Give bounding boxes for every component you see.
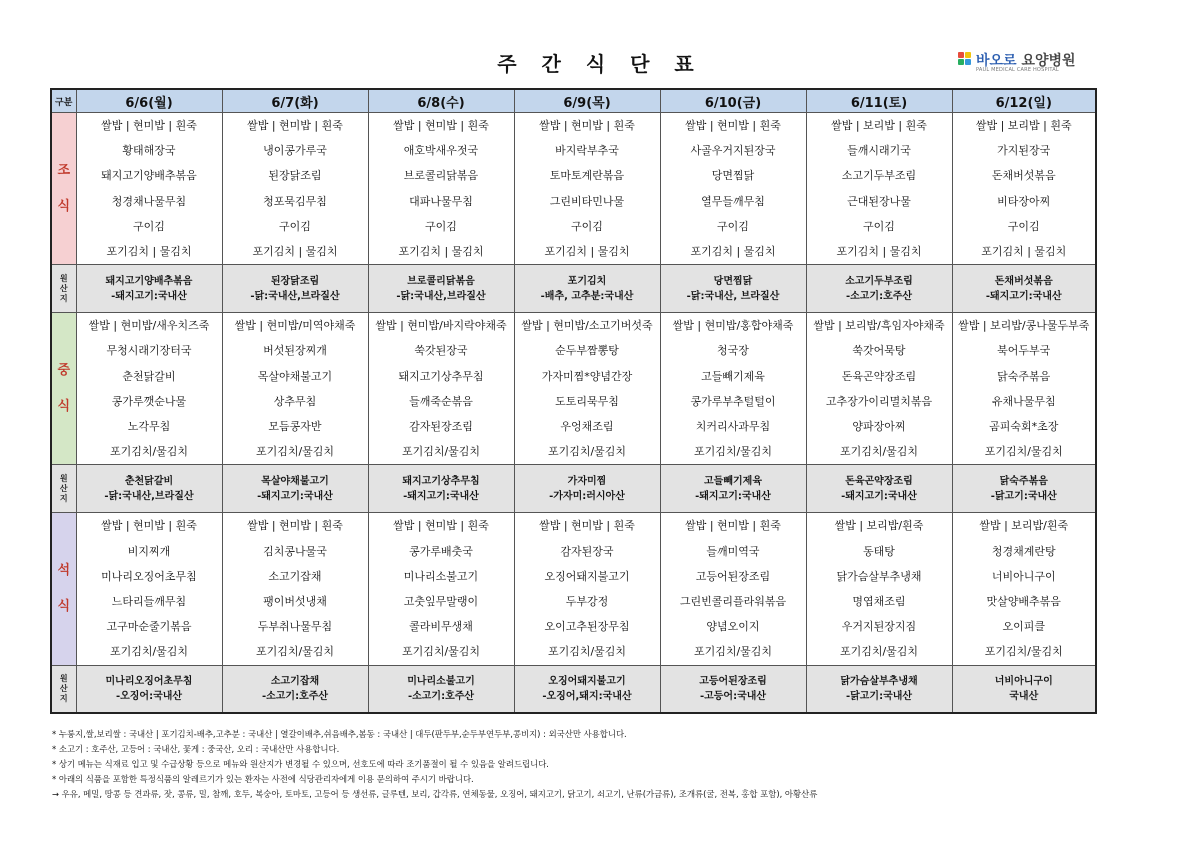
menu-item: 그린비타민나물 [549, 194, 625, 208]
menu-item: 콩가루배춧국 [409, 544, 473, 558]
origin-dish: 돼지고기상추무침 [402, 475, 480, 487]
meal-row [51, 313, 1096, 465]
origin-detail: -닭고기:국내산 [990, 490, 1057, 502]
menu-item: 무청시래기장터국 [106, 344, 192, 358]
menu-item: 구이김 [863, 219, 895, 233]
page-title: 주 간 식 단 표 [497, 52, 703, 76]
menu-item: 유채나물무침 [991, 394, 1056, 408]
origin-cell [76, 665, 222, 713]
menu-item: 쌀밥 | 보리밥/흑임자야채죽 [813, 319, 945, 333]
menu-item: 포기김치/물김치 [401, 645, 481, 659]
meal-cell [952, 513, 1096, 665]
menu-item: 도토리묵무침 [555, 394, 619, 408]
origin-dish: 춘천닭갈비 [124, 475, 174, 487]
menu-item: 청국장 [717, 344, 749, 358]
menu-item: 미나리소불고기 [403, 569, 479, 583]
menu-item: 쌀밥 | 현미밥 | 흰죽 [101, 519, 197, 533]
origin-detail: -돼지고기:국내산 [111, 290, 187, 302]
menu-item: 느타리들깨무침 [111, 595, 187, 609]
menu-item: 쌀밥 | 현미밥 | 흰죽 [685, 119, 781, 132]
meal-cell [76, 513, 222, 665]
origin-dish: 목살야채불고기 [261, 475, 329, 487]
origin-row [51, 265, 1096, 313]
day-header: 6/9(목) [514, 89, 660, 113]
day-header: 6/11(토) [806, 89, 952, 113]
origin-label-char: 산 [59, 683, 68, 693]
meal-cell [368, 113, 514, 265]
notes [52, 727, 817, 802]
meal-cell [222, 113, 368, 265]
menu-item: 포기김치/물김치 [984, 645, 1063, 659]
menu-item: 포기김치/물김치 [693, 645, 773, 659]
menu-item: 청포묵김무침 [263, 194, 327, 208]
menu-item: 쌀밥 | 현미밥/홍합야채죽 [672, 319, 794, 333]
origin-dish: 브로콜리닭볶음 [407, 275, 475, 287]
meal-cell [514, 113, 660, 265]
menu-item: 쌀밥 | 현미밥/소고기버섯죽 [521, 319, 653, 333]
menu-item: 대파나물무침 [409, 194, 473, 208]
origin-label-char: 원 [59, 473, 68, 483]
note-line: * 아래의 식품을 포함한 특정식품의 알레르기가 있는 환자는 사전에 식당관리자에게 이용 문의하여 주시기 바랍니다. [52, 774, 474, 784]
menu-item: 비타장아찌 [997, 194, 1051, 208]
origin-detail: 국내산 [1009, 690, 1039, 702]
origin-row [51, 665, 1096, 713]
meal-label [51, 513, 76, 665]
origin-cell [514, 465, 660, 513]
origin-detail: -오징어:국내산 [115, 690, 183, 702]
meal-label [51, 113, 76, 265]
menu-item: 들깨미역국 [706, 544, 760, 558]
menu-item: 우거지된장지짐 [841, 620, 917, 634]
origin-dish: 고들빼기제육 [704, 475, 762, 487]
note-line: * 누룽지,쌀,보리쌀 : 국내산 | 포기김치-배추,고추분 : 국내산 | 열갈이배추,쉬음배추,봄동 : 국내산 | 대두(판두부,순두부연두부,콩비지) : 외국산만 사용합니다. [52, 729, 627, 739]
note-line: * 소고기 : 호주산, 고등어 : 국내산, 꽃게 : 중국산, 오리 : 국내산만 사용합니다. [52, 744, 340, 754]
meal-label-char: 중 [57, 362, 71, 378]
origin-cell [660, 265, 806, 313]
menu-item: 브로콜리닭볶음 [403, 169, 479, 183]
menu-item: 쌀밥 | 현미밥 | 흰죽 [539, 519, 635, 533]
menu-item: 청경채나물무침 [111, 194, 187, 208]
origin-dish: 소고기잡채 [270, 675, 320, 687]
menu-item: 들깨시래기국 [847, 144, 911, 158]
menu-item: 포기김치/물김치 [255, 445, 335, 459]
origin-detail: -돼지고기:국내산 [257, 490, 333, 502]
meal-cell [660, 513, 806, 665]
origin-cell [222, 265, 368, 313]
meal-cell [76, 313, 222, 465]
menu-item: 구이김 [571, 219, 603, 233]
meal-label-char: 석 [57, 563, 71, 579]
origin-label [51, 465, 76, 513]
origin-detail: -가자미:러시아산 [549, 490, 625, 502]
origin-dish: 미나리오징어초무침 [105, 675, 193, 687]
header-row [51, 89, 1096, 113]
note-line: → 우유, 메밀, 땅콩 등 견과류, 잣, 콩류, 밀, 참깨, 호두, 복숭아, 토마토, 고등어 등 생선류, 글루텐, 보리, 갑각류, 연체동물, 오징어, 돼지고기, 닭고기, 쇠고기, 난류(가금류), 조개류(굴, 전복, 홍합 포함), 아황산류 [52, 789, 818, 799]
menu-item: 애호박새우젓국 [403, 144, 479, 158]
origin-label-char: 지 [59, 293, 68, 303]
menu-item: 소고기잡채 [268, 569, 322, 583]
menu-item: 돼지고기상추무침 [398, 369, 484, 383]
menu-item: 포기김치 | 물김치 [981, 245, 1067, 259]
menu-item: 쌀밥 | 현미밥 | 흰죽 [393, 119, 489, 132]
note-line: * 상기 메뉴는 식재료 입고 및 수급상황 등으로 메뉴와 원산지가 변경될 수 있으며, 선호도에 따라 조기품절이 될 수 있음을 알려드립니다. [52, 759, 549, 769]
meal-cell [368, 313, 514, 465]
origin-detail: -닭:국내산,브라질산 [396, 290, 486, 302]
menu-item: 돼지고기양배추볶음 [101, 169, 197, 183]
origin-detail: -돼지고기:국내산 [695, 490, 771, 502]
meal-row [51, 513, 1096, 665]
menu-item: 쌀밥 | 현미밥/바지락야채죽 [375, 319, 507, 333]
origin-dish: 닭숙주볶음 [999, 475, 1048, 487]
day-header: 6/7(화) [222, 89, 368, 113]
menu-item: 돈육곤약장조림 [841, 369, 917, 383]
origin-cell [806, 265, 952, 313]
meal-cell [514, 513, 660, 665]
menu-item: 포기김치/물김치 [984, 445, 1063, 459]
origin-label-char: 원 [59, 273, 68, 283]
menu-item: 고들빼기제육 [701, 369, 765, 383]
day-header: 6/8(수) [368, 89, 514, 113]
menu-item: 쌀밥 | 현미밥 | 흰죽 [101, 119, 197, 132]
menu-item: 포기김치 | 물김치 [398, 245, 484, 259]
origin-cell [660, 665, 806, 713]
hospital-subtitle: PAUL MEDICAL CARE HOSPITAL [976, 67, 1059, 73]
day-header: 6/10(금) [660, 89, 806, 113]
menu-item: 가자미찜*양념간장 [541, 369, 633, 383]
menu-item: 포기김치/물김치 [839, 645, 919, 659]
origin-dish: 돈채버섯볶음 [994, 275, 1053, 287]
menu-item: 포기김치 | 물김치 [544, 245, 630, 259]
menu-item: 고추장가이리멸치볶음 [825, 394, 933, 408]
menu-item: 곰피숙회*초장 [989, 420, 1059, 434]
origin-label-char: 지 [59, 693, 68, 703]
meal-cell [806, 313, 952, 465]
menu-item: 버섯된장찌개 [263, 344, 327, 358]
day-header: 6/6(월) [76, 89, 222, 113]
origin-label-char: 원 [59, 673, 68, 683]
meal-cell [660, 113, 806, 265]
menu-item: 오징어돼지불고기 [544, 569, 630, 583]
origin-cell [368, 665, 514, 713]
menu-item: 고등어된장조림 [695, 569, 771, 583]
menu-item: 사골우거지된장국 [690, 144, 776, 158]
origin-dish: 된장닭조림 [270, 275, 320, 287]
meal-cell [952, 113, 1096, 265]
origin-cell [368, 265, 514, 313]
menu-item: 콩가루부추털털이 [690, 394, 776, 408]
menu-item: 포기김치/물김치 [109, 645, 189, 659]
menu-item: 돈채버섯볶음 [991, 169, 1056, 183]
origin-cell [952, 465, 1096, 513]
menu-item: 포기김치/물김치 [109, 445, 189, 459]
menu-item: 포기김치 | 물김치 [690, 245, 776, 259]
meal-cell [514, 313, 660, 465]
menu-item: 양파장아찌 [852, 420, 906, 434]
origin-cell [952, 265, 1096, 313]
menu-item: 김치콩나물국 [263, 544, 327, 558]
meal-cell [222, 313, 368, 465]
menu-item: 구이김 [717, 219, 749, 233]
menu-item: 고춧잎무말랭이 [403, 595, 479, 609]
menu-item: 구이김 [1007, 219, 1040, 233]
day-header: 6/12(일) [952, 89, 1096, 113]
menu-item: 소고기두부조림 [841, 169, 917, 183]
menu-item: 고구마순줄기볶음 [106, 620, 192, 634]
origin-detail: -오징어,돼지:국내산 [542, 690, 632, 702]
menu-item: 모듬콩자반 [268, 420, 322, 434]
origin-detail: -닭:국내산,브라질산 [250, 290, 340, 302]
menu-item: 감자된장조림 [409, 420, 473, 434]
menu-item: 구이김 [425, 219, 457, 233]
hospital-name: 바오로 요양병원 [976, 53, 1076, 69]
menu-item: 포기김치/물김치 [839, 445, 919, 459]
menu-item: 포기김치/물김치 [693, 445, 773, 459]
meal-label-char: 조 [57, 162, 71, 178]
logo-mark-icon [958, 52, 972, 66]
origin-cell [514, 265, 660, 313]
origin-cell [76, 465, 222, 513]
meal-cell [952, 313, 1096, 465]
menu-item: 맛살양배추볶음 [986, 595, 1061, 609]
weekly-menu-table [50, 88, 1097, 714]
origin-detail: -고등어:국내산 [699, 690, 767, 702]
origin-label-char: 지 [59, 493, 68, 503]
origin-dish: 가자미찜 [567, 475, 607, 487]
origin-dish: 고등어된장조림 [699, 675, 767, 687]
menu-item: 포기김치 | 물김치 [252, 245, 338, 259]
origin-cell [514, 665, 660, 713]
menu-item: 미나리오징어초무침 [101, 569, 197, 583]
menu-item: 동태탕 [863, 544, 895, 558]
menu-item: 열무들깨무침 [701, 194, 765, 208]
menu-item: 가지된장국 [997, 144, 1051, 158]
origin-cell [76, 265, 222, 313]
origin-dish: 미나리소불고기 [407, 675, 475, 687]
origin-detail: -돼지고기:국내산 [403, 490, 479, 502]
menu-item: 닭숙주볶음 [997, 369, 1051, 383]
origin-detail: -소고기:호주산 [261, 690, 329, 702]
origin-cell [806, 465, 952, 513]
menu-item: 냉이콩가루국 [263, 144, 327, 158]
menu-item: 당면찜닭 [711, 169, 755, 183]
menu-item: 두부취나물무침 [257, 620, 333, 634]
menu-item: 쌀밥 | 현미밥 | 흰죽 [685, 519, 781, 533]
origin-dish: 돼지고기양배추볶음 [105, 275, 193, 287]
origin-label-char: 산 [59, 283, 68, 293]
menu-item: 목살야채불고기 [257, 369, 333, 383]
menu-item: 오이피클 [1002, 620, 1045, 634]
menu-item: 북어두부국 [997, 344, 1051, 358]
menu-item: 팽이버섯냉채 [263, 595, 327, 609]
menu-item: 명엽채조림 [852, 595, 906, 609]
menu-item: 쑥갓된장국 [414, 344, 468, 358]
origin-label [51, 665, 76, 713]
origin-cell [222, 665, 368, 713]
meal-cell [660, 313, 806, 465]
origin-dish: 당면찜닭 [713, 275, 753, 287]
meal-cell [76, 113, 222, 265]
origin-cell [806, 665, 952, 713]
meal-label-char: 식 [57, 198, 71, 214]
origin-row [51, 465, 1096, 513]
menu-item: 그린빈콜리플라워볶음 [679, 595, 787, 609]
menu-item: 콩가루깻순나물 [111, 394, 187, 408]
menu-item: 노각무침 [127, 420, 171, 434]
origin-cell [952, 665, 1096, 713]
menu-item: 포기김치/물김치 [547, 445, 627, 459]
menu-item: 오이고추된장무침 [544, 620, 630, 634]
meal-label-char: 식 [57, 599, 71, 615]
menu-item: 쌀밥 | 현미밥/새우치즈죽 [88, 319, 210, 333]
menu-item: 치커리사과무침 [695, 420, 771, 434]
menu-item: 포기김치 | 물김치 [836, 245, 922, 259]
origin-detail: -소고기:호주산 [845, 290, 913, 302]
menu-item: 쌀밥 | 보리밥/콩나물두부죽 [958, 319, 1090, 333]
origin-dish: 소고기두부조림 [845, 275, 913, 287]
origin-dish: 닭가슴살부추냉채 [840, 675, 918, 687]
meal-cell [368, 513, 514, 665]
menu-item: 너비아니구이 [991, 569, 1056, 583]
meal-label [51, 313, 76, 465]
origin-label [51, 265, 76, 313]
menu-item: 쌀밥 | 보리밥/흰죽 [979, 519, 1069, 533]
menu-item: 콜라비무생채 [409, 620, 473, 634]
menu-item: 순두부짬뽕탕 [555, 344, 619, 358]
menu-item: 구이김 [133, 219, 165, 233]
origin-detail: -닭:국내산, 브라질산 [686, 290, 780, 302]
origin-detail: -돼지고기:국내산 [841, 490, 917, 502]
menu-item: 들깨죽순볶음 [409, 394, 473, 408]
menu-item: 황태해장국 [122, 144, 176, 158]
menu-item: 포기김치/물김치 [401, 445, 481, 459]
meal-cell [806, 113, 952, 265]
origin-dish: 오징어돼지불고기 [548, 675, 626, 687]
origin-dish: 너비아니구이 [994, 675, 1053, 687]
origin-detail: -닭:국내산,브라질산 [104, 490, 194, 502]
menu-item: 양념오이지 [706, 620, 760, 634]
origin-cell [368, 465, 514, 513]
menu-item: 상추무침 [273, 394, 317, 408]
menu-item: 쌀밥 | 현미밥 | 흰죽 [539, 119, 635, 132]
menu-item: 근대된장나물 [847, 194, 911, 208]
origin-cell [660, 465, 806, 513]
menu-item: 춘천닭갈비 [122, 369, 176, 383]
meal-cell [222, 513, 368, 665]
menu-item: 쌀밥 | 현미밥 | 흰죽 [393, 519, 489, 533]
menu-item: 비지찌개 [127, 544, 171, 558]
origin-detail: -돼지고기:국내산 [985, 290, 1062, 302]
menu-item: 닭가슴살부추냉채 [836, 569, 922, 583]
meal-label-char: 식 [57, 398, 71, 414]
menu-item: 쌀밥 | 보리밥 | 흰죽 [831, 119, 927, 132]
meal-row [51, 113, 1096, 265]
menu-item: 두부강정 [565, 595, 609, 609]
menu-item: 쌀밥 | 현미밥 | 흰죽 [247, 119, 343, 132]
menu-item: 포기김치/물김치 [255, 645, 335, 659]
menu-item: 쌀밥 | 보리밥 | 흰죽 [975, 119, 1072, 132]
origin-detail: -닭고기:국내산 [845, 690, 913, 702]
gubun-header: 구분 [51, 89, 76, 113]
menu-item: 바지락부추국 [555, 144, 619, 158]
menu-item: 포기김치/물김치 [547, 645, 627, 659]
origin-detail: -소고기:호주산 [407, 690, 475, 702]
origin-dish: 돈육곤약장조림 [845, 475, 913, 487]
menu-item: 포기김치 | 물김치 [106, 245, 192, 259]
origin-label-char: 산 [59, 483, 68, 493]
menu-item: 토마토계란볶음 [549, 169, 625, 183]
menu-item: 된장닭조림 [268, 169, 322, 183]
origin-dish: 포기김치 [567, 275, 607, 287]
menu-item: 쌀밥 | 현미밥 | 흰죽 [247, 519, 343, 533]
meal-cell [806, 513, 952, 665]
menu-item: 구이김 [279, 219, 311, 233]
menu-item: 감자된장국 [560, 544, 614, 558]
menu-item: 쑥갓어묵탕 [852, 344, 906, 358]
menu-item: 쌀밥 | 보리밥/흰죽 [834, 519, 924, 533]
menu-item: 쌀밥 | 현미밥/미역야채죽 [234, 319, 356, 333]
origin-detail: -배추, 고추분:국내산 [540, 290, 634, 302]
menu-item: 우엉채조림 [560, 420, 614, 434]
origin-cell [222, 465, 368, 513]
menu-item: 청경채계란탕 [991, 544, 1056, 558]
